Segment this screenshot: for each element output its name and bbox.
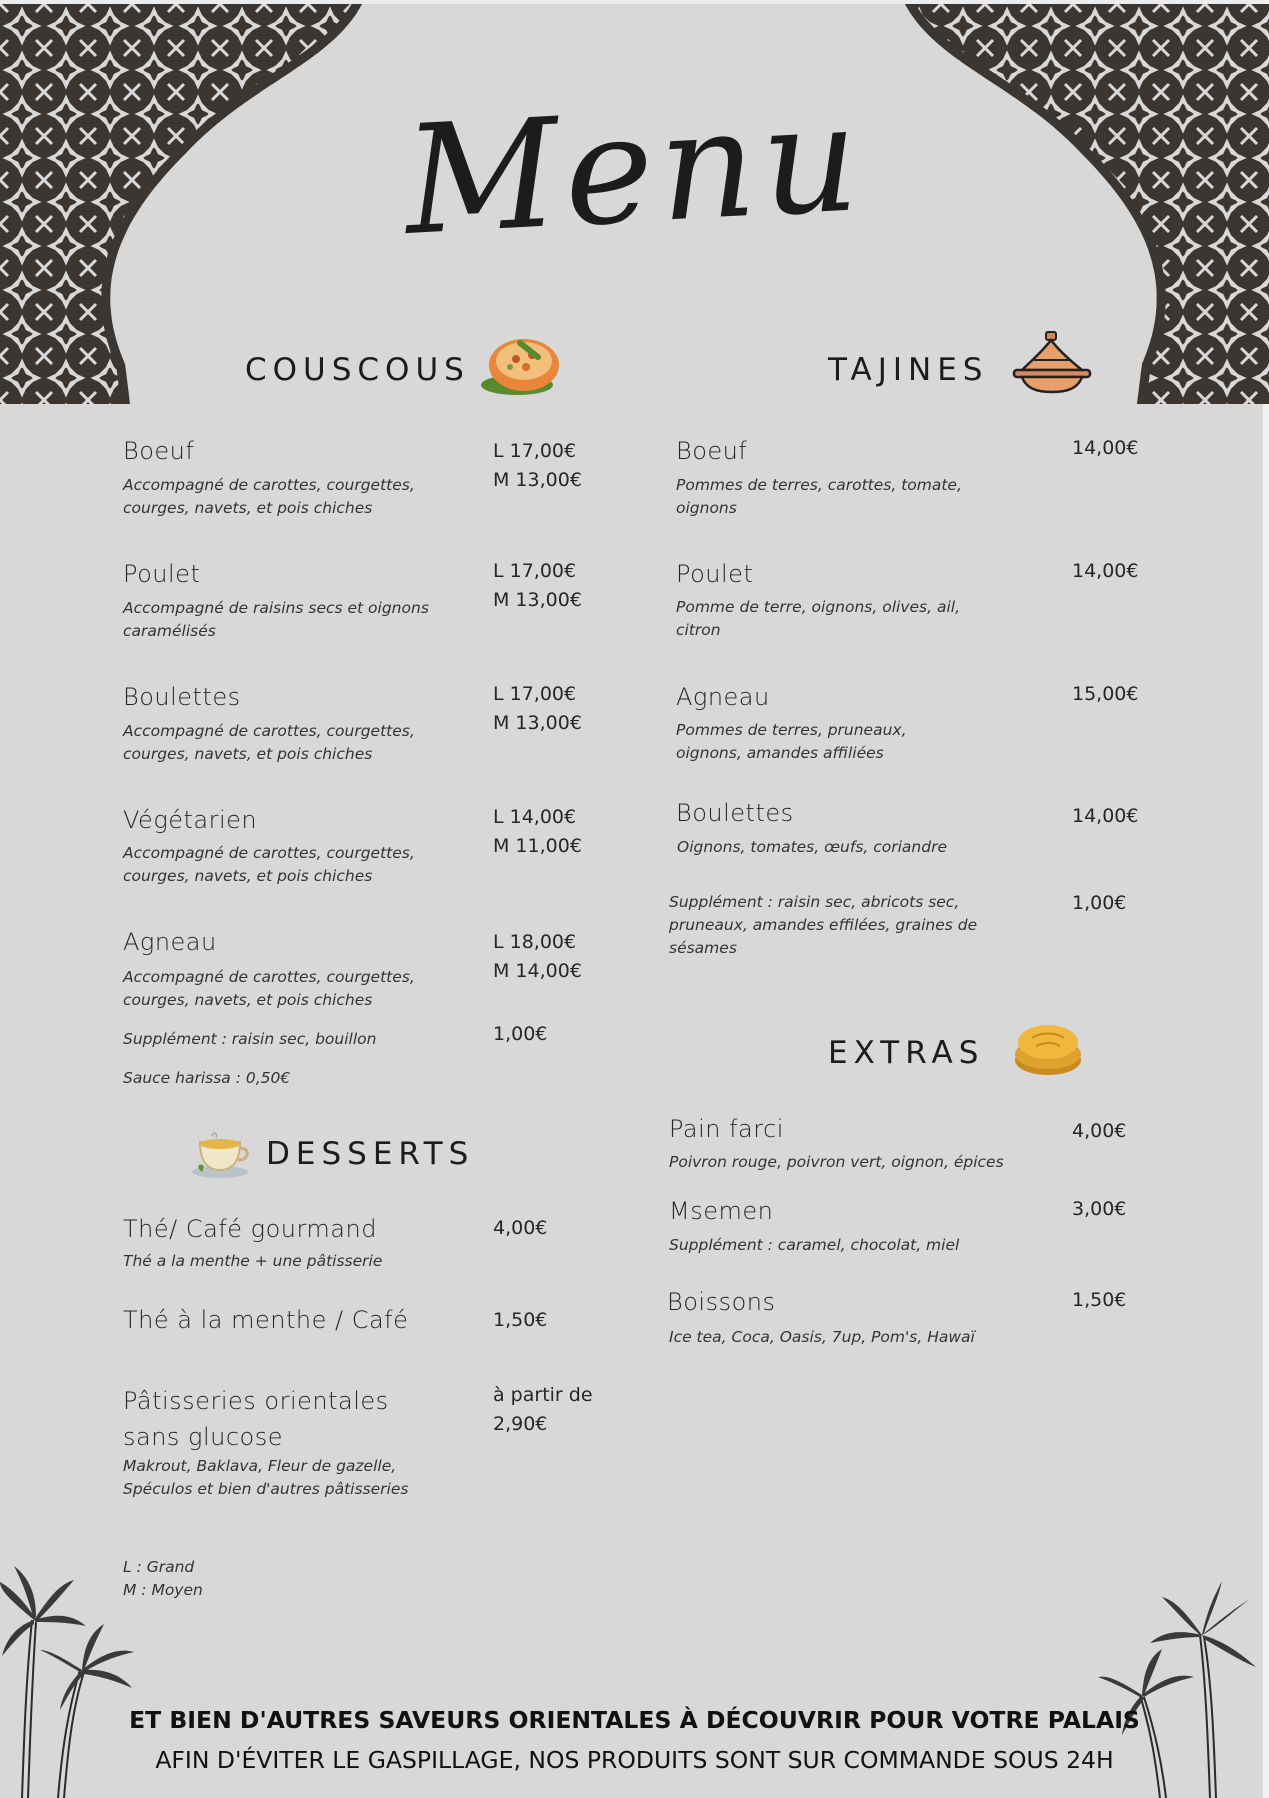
extra-item-desc: Ice tea, Coca, Oasis, 7up, Pom's, Hawaï [669, 1328, 975, 1346]
tajine-icon [1012, 330, 1094, 396]
couscous-item-desc: Accompagné de carottes, courgettes, courges, navets, et pois chiches [123, 476, 415, 517]
extra-item-name: Msemen [669, 1197, 774, 1225]
tea-cup-icon [190, 1128, 254, 1180]
extras-section-title: EXTRAS [828, 1035, 985, 1071]
tajine-price: 14,00€ [1072, 805, 1139, 827]
tajine-supplement-price: 1,00€ [1072, 892, 1127, 914]
tajine-item-desc: Oignons, tomates, œufs, coriandre [677, 838, 948, 856]
couscous-supplement-price: 1,00€ [493, 1023, 548, 1045]
couscous-item-name: Agneau [123, 928, 217, 956]
tajines-section-title: TAJINES [828, 352, 989, 388]
couscous-item-desc: Accompagné de carottes, courgettes, courges, navets, et pois chiches [123, 722, 415, 763]
dessert-item-name: Thé/ Café gourmand [123, 1215, 377, 1243]
couscous-item-desc: Accompagné de carottes, courgettes, courges, navets, et pois chiches [123, 844, 415, 885]
tajine-item-name: Poulet [676, 560, 754, 588]
footer-tagline: ET BIEN D'AUTRES SAVEURS ORIENTALES À DÉCOUVRIR POUR VOTRE PALAIS [129, 1706, 1140, 1734]
dessert-price: à partir de 2,90€ [493, 1384, 593, 1435]
extra-price: 3,00€ [1072, 1198, 1127, 1220]
couscous-price-medium: M 14,00€ [493, 960, 582, 982]
dessert-item-name: Pâtisseries orientales sans glucose [123, 1387, 389, 1451]
harissa-sauce-note: Sauce harissa : 0,50€ [123, 1069, 291, 1087]
menu-title: Menu [400, 71, 869, 269]
couscous-item-name: Végétarien [123, 806, 258, 834]
tajine-item-desc: Pommes de terres, pruneaux, oignons, amandes affiliées [676, 721, 907, 762]
couscous-section-title: COUSCOUS [245, 352, 470, 388]
extra-item-desc: Supplément : caramel, chocolat, miel [669, 1236, 960, 1254]
couscous-supplement: Supplément : raisin sec, bouillon [123, 1030, 377, 1048]
couscous-plate-icon [480, 333, 562, 397]
couscous-item-desc: Accompagné de raisins secs et oignons caramélisés [123, 599, 429, 640]
dessert-price: 4,00€ [493, 1217, 548, 1239]
couscous-price-large: L 17,00€ [493, 440, 577, 462]
couscous-item-name: Boulettes [123, 683, 241, 711]
tajine-supplement: Supplément : raisin sec, abricots sec, pruneaux, amandes effilées, graines de sésames [669, 893, 978, 957]
couscous-price-large: L 18,00€ [493, 931, 577, 953]
bread-icon [1012, 1020, 1084, 1078]
extra-price: 1,50€ [1072, 1289, 1127, 1311]
tajine-price: 15,00€ [1072, 683, 1139, 705]
dessert-price: 1,50€ [493, 1309, 548, 1331]
couscous-item-desc: Accompagné de carottes, courgettes, courges, navets, et pois chiches [123, 968, 415, 1009]
tajine-item-name: Boeuf [676, 437, 748, 465]
dessert-item-desc: Thé a la menthe + une pâtisserie [123, 1252, 383, 1270]
footer-order-notice: AFIN D'ÉVITER LE GASPILLAGE, NOS PRODUITS SONT SUR COMMANDE SOUS 24H [155, 1746, 1114, 1774]
extra-item-name: Pain farci [669, 1115, 784, 1143]
tajine-price: 14,00€ [1072, 437, 1139, 459]
tajine-item-name: Boulettes [676, 799, 794, 827]
couscous-price-large: L 14,00€ [493, 806, 577, 828]
tajine-item-desc: Pommes de terres, carottes, tomate, oignons [676, 476, 962, 517]
extra-item-desc: Poivron rouge, poivron vert, oignon, épices [669, 1153, 1004, 1171]
tajine-price: 14,00€ [1072, 560, 1139, 582]
couscous-price-large: L 17,00€ [493, 683, 577, 705]
couscous-price-medium: M 13,00€ [493, 712, 582, 734]
tajine-item-desc: Pomme de terre, oignons, olives, ail, citron [676, 598, 961, 639]
couscous-item-name: Poulet [123, 560, 201, 588]
legend-medium: M : Moyen [123, 1581, 203, 1599]
dessert-item-name: Thé à la menthe / Café [123, 1306, 409, 1334]
legend-large: L : Grand [123, 1558, 195, 1576]
couscous-price-large: L 17,00€ [493, 560, 577, 582]
extra-price: 4,00€ [1072, 1120, 1127, 1142]
dessert-item-desc: Makrout, Baklava, Fleur de gazelle, Spéculos et bien d'autres pâtisseries [123, 1457, 409, 1498]
couscous-price-medium: M 11,00€ [493, 835, 582, 857]
couscous-item-name: Boeuf [123, 437, 195, 465]
couscous-price-medium: M 13,00€ [493, 589, 582, 611]
couscous-price-medium: M 13,00€ [493, 469, 582, 491]
desserts-section-title: DESSERTS [266, 1136, 475, 1172]
extra-item-name: Boissons [667, 1288, 776, 1316]
tajine-item-name: Agneau [676, 683, 770, 711]
